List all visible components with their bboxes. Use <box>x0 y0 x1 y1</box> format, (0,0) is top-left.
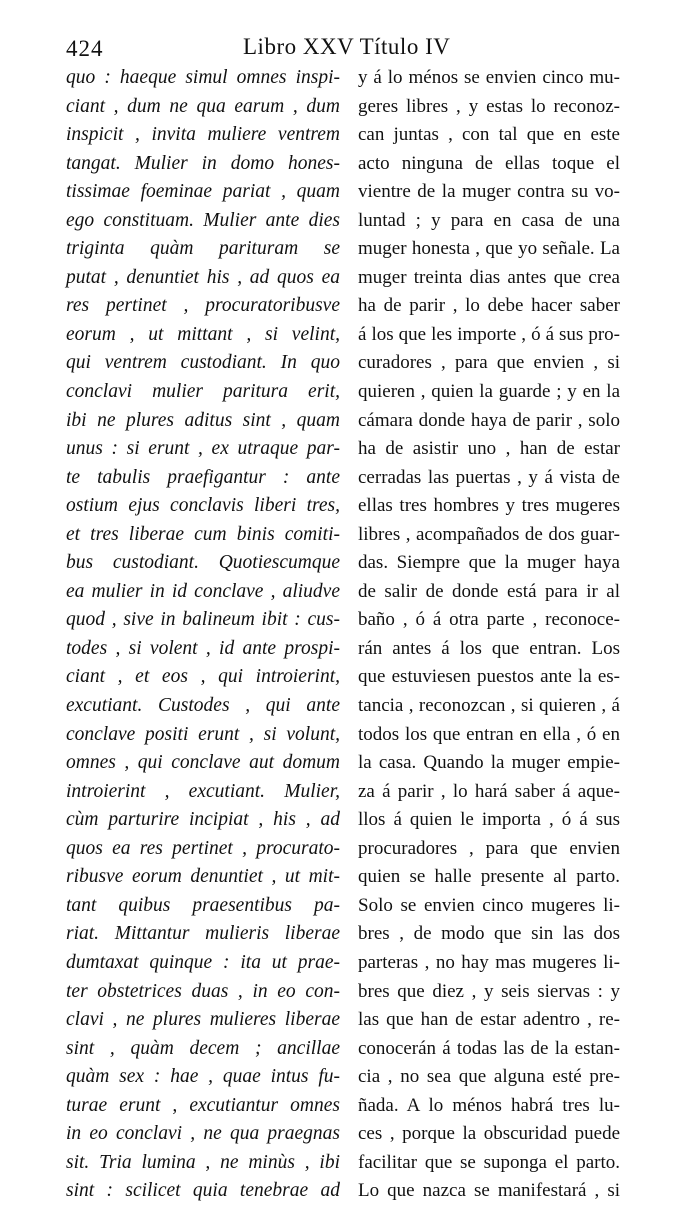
spanish-text-line: facilitar que se suponga el parto. <box>358 1151 620 1173</box>
latin-text-line: omnes , qui conclave aut domum <box>66 752 340 774</box>
spanish-text-line: das. Siempre que la muger haya <box>358 552 620 574</box>
latin-text-line: quo : haeque simul omnes inspi- <box>66 67 340 88</box>
spanish-text-line: llos á quien le importa , ó á sus <box>358 809 620 831</box>
spanish-text-line: de salir de donde está para ir al <box>358 580 620 602</box>
spanish-text-line: que estuviesen puestos ante la es- <box>358 666 620 688</box>
latin-text-line: turae erunt , excutiantur omnes <box>66 1094 340 1116</box>
latin-text-line: todes , si volent , id ante prospi- <box>66 637 340 659</box>
latin-text-line: quos ea res pertinet , procurato- <box>66 837 340 859</box>
spanish-text-line: vientre de la muger contra su vo- <box>358 181 620 203</box>
latin-text-line: riat. Mittantur mulieris liberae <box>66 923 340 945</box>
latin-text-line: eorum , ut mittant , si velint, <box>66 323 340 345</box>
spanish-text-line: libres , acompañados de dos guar- <box>358 523 620 545</box>
spanish-text-line: baño , ó á otra parte , reconoce- <box>358 609 620 631</box>
latin-text-line: bus custodiant. Quotiescumque <box>66 552 340 574</box>
latin-text-line: ego constituam. Mulier ante dies <box>66 209 340 231</box>
latin-text-line: ciant , et eos , qui introierint, <box>66 666 340 688</box>
spanish-text-column <box>358 64 620 1206</box>
spanish-text-line: can juntas , con tal que en este <box>358 124 620 146</box>
spanish-text-line: parteras , no hay mas mugeres li- <box>358 951 620 973</box>
latin-text-line: dumtaxat quinque : ita ut prae- <box>66 951 340 973</box>
latin-text-line: quod , sive in balineum ibit : cus- <box>66 609 340 631</box>
latin-text-line: introierint , excutiant. Mulier, <box>66 780 340 802</box>
latin-text-line: et tres liberae cum binis comiti- <box>66 523 340 545</box>
spanish-text-line: conocerán á todas las de la estan- <box>358 1037 620 1059</box>
latin-text-line: ciant , dum ne qua earum , dum <box>66 95 340 117</box>
spanish-text-line: las que han de estar adentro , re- <box>358 1009 620 1031</box>
spanish-text-line: ha de parir , lo debe hacer saber <box>358 295 620 317</box>
latin-text-line: te tabulis praefigantur : ante <box>66 466 340 488</box>
spanish-text-line: bres , de modo que sin las dos <box>358 923 620 945</box>
latin-text-line: ea mulier in id conclave , aliudve <box>66 580 340 602</box>
spanish-text-line: procuradores , para que envien <box>358 837 620 859</box>
spanish-text-line: bres que diez , y seis siervas : y <box>358 980 620 1002</box>
spanish-text-line: acto ninguna de ellas toque el <box>358 152 620 174</box>
spanish-text-line: za á parir , lo hará saber á aque- <box>358 780 620 802</box>
spanish-text-line: á los que les importe , ó á sus pro- <box>358 323 620 345</box>
latin-text-line: excutiant. Custodes , qui ante <box>66 695 340 717</box>
spanish-text-line: ellas tres hombres y tres mugeres <box>358 495 620 517</box>
spanish-text-line: cia , no sea que alguna esté pre- <box>358 1066 620 1088</box>
spanish-text-line: cerradas las puertas , y á vista de <box>358 466 620 488</box>
latin-text-line: cùm parturire incipiat , his , ad <box>66 809 340 831</box>
spanish-text-line: muger honesta , que yo señale. La <box>358 238 620 260</box>
spanish-text-line: cámara donde haya de parir , solo <box>358 409 620 431</box>
latin-text-line: conclavi mulier paritura erit, <box>66 381 340 403</box>
running-head: Libro XXV Título IV <box>243 34 451 59</box>
page-number: 424 <box>66 36 104 61</box>
latin-text-line: putat , denuntiet his , ad quos ea <box>66 266 340 288</box>
latin-text-column <box>66 64 340 1206</box>
spanish-text-line: curadores , para que envien , si <box>358 352 620 374</box>
latin-text-line: qui ventrem custodiant. In quo <box>66 352 340 374</box>
spanish-text-line: y á lo ménos se envien cinco mu- <box>358 67 620 88</box>
spanish-text-line: la casa. Quando la muger empie- <box>358 752 620 774</box>
spanish-text-line: luntad ; y para en casa de una <box>358 209 620 231</box>
page-header <box>0 30 682 64</box>
latin-text-line: clavi , ne plures mulieres liberae <box>66 1009 340 1031</box>
spanish-text-line: muger treinta dias antes que crea <box>358 266 620 288</box>
spanish-text-line: geres libres , y estas lo reconoz- <box>358 95 620 117</box>
spanish-text-line: Lo que nazca se manifestará , si <box>358 1180 620 1202</box>
latin-text-line: ostium ejus conclavis liberi tres, <box>66 495 340 517</box>
latin-text-line: sit. Tria lumina , ne minùs , ibi <box>66 1151 340 1173</box>
latin-text-line: sint : scilicet quia tenebrae ad <box>66 1180 340 1202</box>
latin-text-line: unus : si erunt , ex utraque par- <box>66 438 340 460</box>
latin-text-line: conclave positi erunt , si volunt, <box>66 723 340 745</box>
latin-text-line: quàm sex : hae , quae intus fu- <box>66 1066 340 1088</box>
spanish-text-line: rán antes á los que entran. Los <box>358 637 620 659</box>
spanish-text-line: todos los que entran en ella , ó en <box>358 723 620 745</box>
spanish-text-line: ha de asistir uno , han de estar <box>358 438 620 460</box>
latin-text-line: tissimae foeminae pariat , quam <box>66 181 340 203</box>
latin-text-line: inspicit , invita muliere ventrem <box>66 124 340 146</box>
spanish-text-line: quien se halle presente al parto. <box>358 866 620 888</box>
latin-text-line: tant quibus praesentibus pa- <box>66 894 340 916</box>
latin-text-line: sint , quàm decem ; ancillae <box>66 1037 340 1059</box>
spanish-text-line: ñada. A lo ménos habrá tres lu- <box>358 1094 620 1116</box>
latin-text-line: ibi ne plures aditus sint , quam <box>66 409 340 431</box>
spanish-text-line: Solo se envien cinco mugeres li- <box>358 894 620 916</box>
latin-text-line: ter obstetrices duas , in eo con- <box>66 980 340 1002</box>
spanish-text-line: tancia , reconozcan , si quieren , á <box>358 695 620 717</box>
latin-text-line: ribusve eorum denuntiet , ut mit- <box>66 866 340 888</box>
spanish-text-line: quieren , quien la guarde ; y en la <box>358 381 620 403</box>
spanish-text-line: ces , porque la obscuridad puede <box>358 1123 620 1145</box>
latin-text-line: tangat. Mulier in domo hones- <box>66 152 340 174</box>
latin-text-line: triginta quàm parituram se <box>66 238 340 260</box>
latin-text-line: res pertinet , procuratoribusve <box>66 295 340 317</box>
latin-text-line: in eo conclavi , ne qua praegnas <box>66 1123 340 1145</box>
